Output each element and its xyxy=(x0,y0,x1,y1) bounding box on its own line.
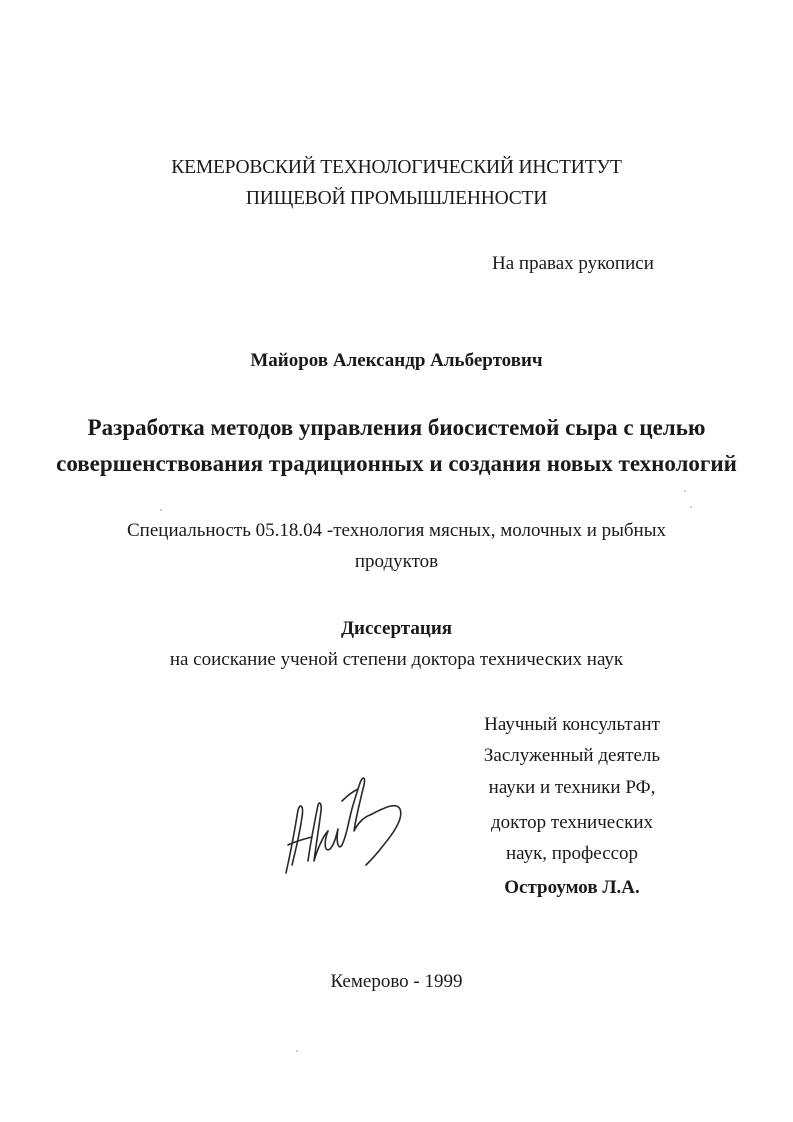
consultant-title-line1: Заслуженный деятель xyxy=(483,745,661,766)
consultant-role: Научный консультант xyxy=(484,714,660,735)
specialty-line1: Специальность 05.18.04 -технология мясных, молочных и рыбных xyxy=(127,520,666,541)
handwritten-signature xyxy=(278,765,408,885)
consultant-title-line2: науки и техники РФ, xyxy=(488,777,656,798)
institute-name-line2: ПИЩЕВОЙ ПРОМЫШЛЕННОСТИ xyxy=(245,188,548,209)
degree-description: на соискание ученой степени доктора технических наук xyxy=(169,649,624,670)
consultant-degree-line2: наук, профессор xyxy=(505,843,639,864)
dissertation-title-line1: Разработка методов управления биосистемой сыра с целью xyxy=(87,415,706,440)
scan-speck xyxy=(160,509,162,511)
dissertation-label: Диссертация xyxy=(340,618,453,639)
city-and-year: Кемерово - 1999 xyxy=(330,971,463,992)
institute-name-line1: КЕМЕРОВСКИЙ ТЕХНОЛОГИЧЕСКИЙ ИНСТИТУТ xyxy=(171,157,622,178)
manuscript-note: На правах рукописи xyxy=(492,253,654,274)
author-name: Майоров Александр Альбертович xyxy=(250,350,543,371)
specialty-line2: продуктов xyxy=(354,551,439,572)
dissertation-title-line2: совершенствования традиционных и создания новых технологий xyxy=(56,451,737,476)
scan-speck xyxy=(684,490,686,492)
scan-speck xyxy=(296,1050,298,1052)
consultant-degree-line1: доктор технических xyxy=(490,812,654,833)
scan-speck xyxy=(690,506,692,508)
consultant-name: Остроумов Л.А. xyxy=(504,877,640,898)
